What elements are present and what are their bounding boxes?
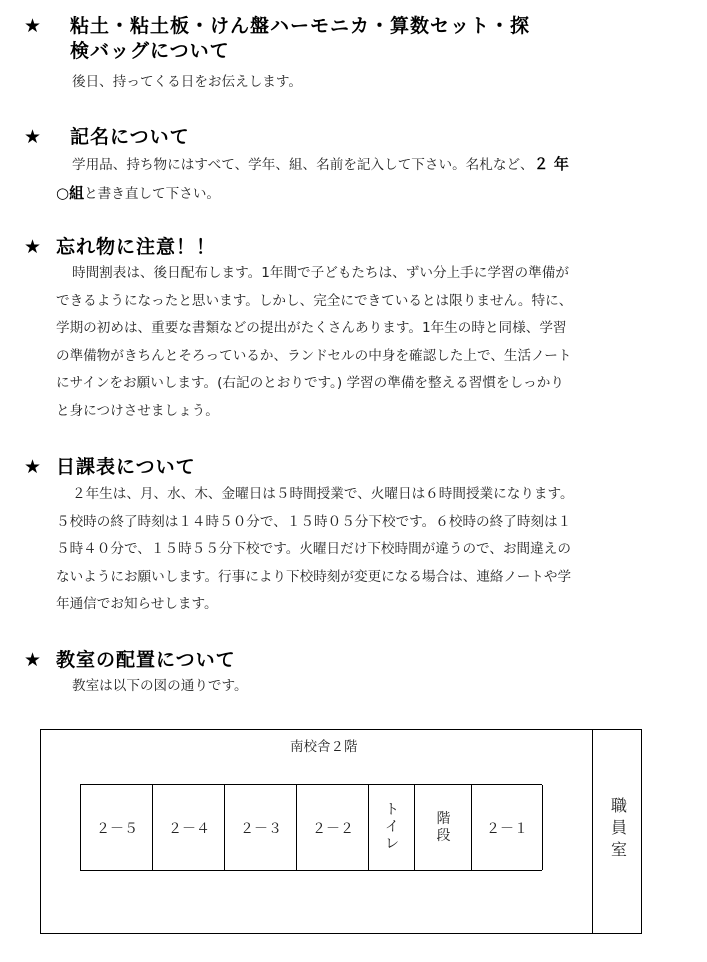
staff-room-char-3: 室: [610, 840, 627, 859]
forgotten-line-2: できるようになったと思います。しかし、完全にできているとは限りません。特に、: [56, 292, 573, 309]
toilet-char-2: イ: [385, 819, 399, 835]
name-labels-part2: と書き直して下さい。: [84, 185, 221, 202]
schedule-line-1: ２年生は、月、水、木、金曜日は５時間授業で、火曜日は６時間授業になります。: [72, 486, 574, 502]
classroom-row: [80, 784, 542, 871]
heading-name-labels-text: 記名について: [70, 126, 190, 148]
classroom-layout-text: 教室は以下の図の通りです。: [72, 678, 248, 694]
forgotten-line-4: の準備物がきちんとそろっているか、ランドセルの中身を確認した上で、生活ノート: [56, 347, 572, 364]
materials-text: 後日、持ってくる日をお伝えします。: [72, 74, 303, 90]
floor-plan-divider: [592, 729, 593, 934]
name-labels-part1: 学用品、持ち物にはすべて、学年、組、名前を記入して下さい。名札など、: [72, 157, 534, 173]
star-icon: ★: [24, 456, 43, 478]
forgotten-line-6: と身につけさせましょう。: [56, 402, 219, 419]
forgotten-line-5: にサインをお願いします。(右記のとおりです。) 学習の準備を整える習慣をしっかり: [56, 375, 564, 391]
name-labels-bold2: ○組: [56, 183, 85, 202]
heading-daily-schedule: [24, 455, 196, 480]
room-2-2: ２－２: [296, 785, 369, 870]
schedule-line-5: 年通信でお知らせします。: [56, 596, 218, 612]
room-stairs: [414, 785, 472, 870]
heading-forgotten-items-text: 忘れ物に注意！！: [56, 236, 217, 258]
forgotten-items-text: [56, 260, 668, 425]
daily-schedule-text: [56, 481, 668, 619]
heading-forgotten-items: [24, 235, 216, 260]
schedule-line-3: ５時４０分で、１５時５５分下校です。火曜日だけ下校時間が違うので、お間違えの: [56, 541, 571, 557]
room-2-3: ２－３: [224, 785, 297, 870]
toilet-char-3: レ: [385, 836, 399, 852]
floor-plan: [40, 729, 642, 934]
stairs-char-1: 階: [436, 810, 451, 827]
heading-classroom-layout: [24, 648, 236, 673]
star-icon: ★: [24, 15, 43, 37]
schedule-line-4: ないようにお願いします。行事により下校時刻が変更になる場合は、連絡ノートや学: [56, 568, 572, 585]
heading-materials-line2: 検バッグについて: [70, 40, 230, 62]
heading-materials: [24, 14, 530, 64]
star-icon: ★: [24, 649, 43, 671]
star-icon: ★: [24, 126, 43, 148]
toilet-char-1: ト: [385, 802, 399, 818]
staff-room-char-2: 員: [610, 818, 627, 837]
heading-classroom-layout-text: 教室の配置について: [56, 649, 236, 671]
room-2-1: ２－１: [471, 785, 543, 870]
room-2-4: ２－４: [152, 785, 225, 870]
staff-room-char-1: 職: [610, 796, 627, 815]
stairs-char-2: 段: [436, 827, 451, 844]
floor-plan-title: 南校舎２階: [290, 739, 358, 755]
schedule-line-2: ５校時の終了時刻は１４時５０分で、１５時０５分下校です。６校時の終了時刻は１: [56, 513, 572, 530]
forgotten-line-1: 時間割表は、後日配布します。1年間で子どもたちは、ずい分上手に学習の準備が: [72, 265, 569, 281]
name-labels-bold1: ２ 年: [533, 155, 569, 173]
heading-daily-schedule-text: 日課表について: [56, 456, 196, 478]
room-2-5: ２－５: [80, 785, 153, 870]
forgotten-line-3: 学期の初めは、重要な書類などの提出がたくさんあります。1年生の時と同様、学習: [56, 320, 567, 336]
heading-materials-line1: 粘土・粘土板・けん盤ハーモニカ・算数セット・探: [70, 15, 531, 37]
star-icon: ★: [24, 236, 43, 258]
room-toilet: [368, 785, 415, 870]
heading-name-labels: [24, 125, 190, 150]
name-labels-text: [56, 151, 668, 208]
staff-room: [606, 795, 632, 861]
